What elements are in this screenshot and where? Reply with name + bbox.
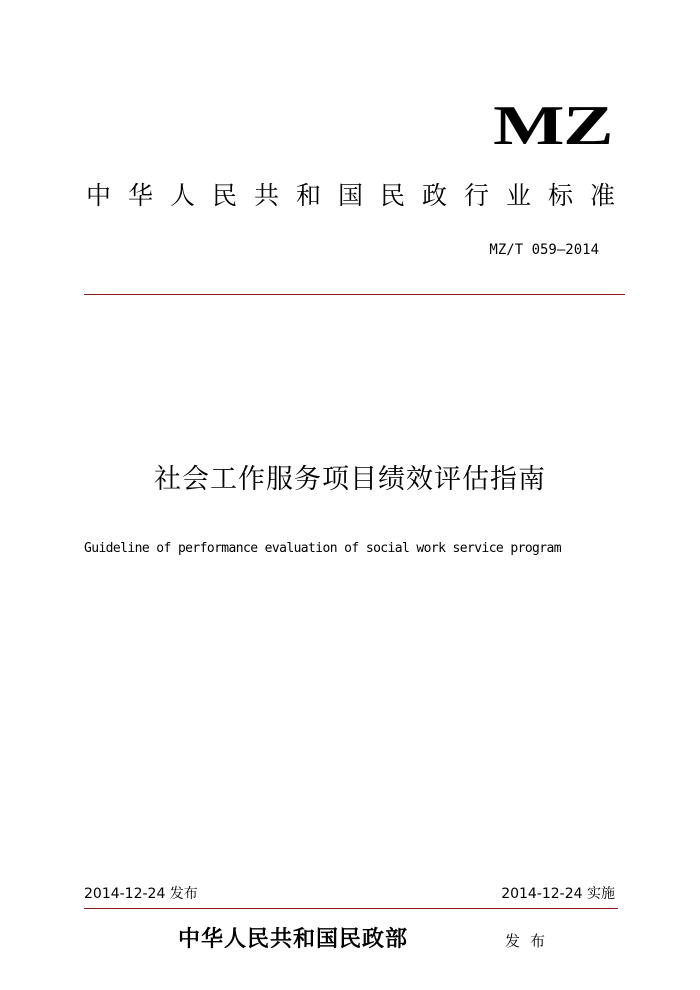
standard-category: 中华人民共和国民政行业标准	[86, 181, 633, 210]
document-title-english: Guideline of performance evaluation of social work service program	[84, 541, 561, 556]
mz-logo: MZ	[492, 95, 612, 157]
issue-date: 2014-12-24 发布	[84, 886, 198, 902]
implementation-date: 2014-12-24 实施	[501, 886, 615, 902]
issuing-authority: 中华人民共和国民政部	[178, 927, 409, 952]
standard-number: MZ/T 059—2014	[489, 242, 599, 258]
issue-label: 发布	[505, 932, 556, 950]
top-divider	[84, 294, 625, 295]
bottom-divider	[84, 908, 618, 909]
document-title-chinese: 社会工作服务项目绩效评估指南	[154, 464, 546, 495]
